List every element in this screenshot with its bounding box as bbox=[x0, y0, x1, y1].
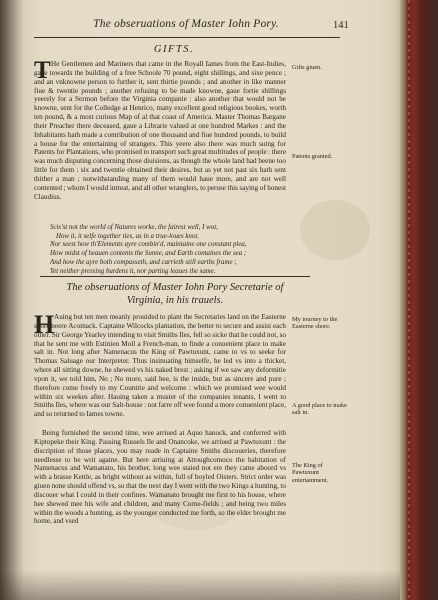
journey-heading-line-1: The obseruations of Master Iohn Pory Secretarie of bbox=[66, 282, 284, 293]
verse-line: Yet neither pressing burdens it, nor parting leaues the same. bbox=[50, 267, 216, 275]
page-number: 141 bbox=[333, 20, 349, 31]
margin-note-king: The King of Pawtuxunt entertainment. bbox=[292, 462, 329, 484]
drop-cap-t: T bbox=[34, 57, 51, 84]
page-bottom-shade bbox=[0, 570, 400, 600]
drop-cap-h: H bbox=[34, 310, 55, 339]
spine-shadow bbox=[0, 0, 24, 600]
margin-note-patents: Patents granted. bbox=[292, 153, 333, 160]
running-head: The obseruations of Master Iohn Pory. bbox=[93, 18, 279, 30]
book-fore-edge bbox=[400, 0, 438, 600]
margin-note-journey: My iourney to the Easterne shore. bbox=[292, 316, 338, 331]
verse-line: And how the ayre both compasseth, and carrieth still earths frame ; bbox=[50, 258, 237, 266]
paper-stain bbox=[300, 200, 370, 260]
section-heading-journey bbox=[40, 282, 310, 307]
verse-line: How it, it selfe together ties, as in a true-loues knot. bbox=[56, 232, 199, 240]
verse-line: How midst of heauen contents the Sunne, and Earth containes the sea ; bbox=[50, 250, 247, 258]
verse-quotation bbox=[50, 224, 300, 276]
journey-paragraph-1: Auing but ten men meanly prouided to plant the Secretaries land on the Easterne shore neere Acomack. Captaine Wilcocks plantation, the better to secure and assist each other. Sir George Yearley intending to visit Smiths Iles, fell so sicke that he could not, so that he sent me with Estinien Moll a French-man, to finde a conuenient place to make salt in. Not long after Namenacus the King of Pawtuxunt, came to vs to seeke for Thomas Saluage our Interpreter. Thus insinuating himselfe, he led vs into a thicket, where all sitting downe, he shewed vs his naked brest ; asking if we saw any deformitie vpon it, we told him, No ; No more, said hee, is the inside, but as sincere and pure ; therefore come freely to my Countrie and welcome : which we promised wee would within six weekes after. Hauing taken a muster of the companies tenants, I went to Smiths Iles, where was our Salt-house : not farre off wee found a more conuenient place, and so returned to Iames towne. bbox=[34, 313, 286, 419]
journey-heading-line-2: Virginia, in his trauels. bbox=[126, 294, 224, 306]
margin-note-salt: A good place to make salt in. bbox=[292, 402, 347, 417]
journey-paragraph-2: Being furnished the second time, wee arriued at Aquo hanock, and conferred with Kiptopeke their King. Passing Russels Ile and Onancoke, we arriued at Pawtuxunt : the discription of those places, you may reade in Captaine Smiths discoueries, therefore needlesse to be writ againe. But here arriuing at Attoughcomoco the habitation of Namenacus and Wamanato, his brother, long wee staied not ere they came aboord vs with a brasse Kettle, as bright without as within, full of boyled Oisters. Strict order was giuen none should offend vs, so that the next day I went with the two Kings a hunting, to discouer what I could in their confines. Wamanato brought me first to his house, where hee shewed mee his wife and children, and many Corne-fields ; and being two miles within the woods a hunting, as the younger conducted me forth, so the elder brought me home, and vsed bbox=[34, 429, 286, 526]
verse-line: Scis'st not the world of Natures worke, the fairest well, I wot, bbox=[50, 224, 218, 231]
margin-note-gifts: Gifts giuen. bbox=[292, 64, 322, 71]
header-rule bbox=[34, 37, 340, 38]
verse-line: Nor seest how th'Elements ayre combin'd, maintaine one constant plea, bbox=[50, 241, 247, 249]
section-rule bbox=[40, 276, 310, 277]
gifts-paragraph: He Gentlemen and Mariners that came in the Royall Iames from the East-Indies, gaue towards the building of a free Schoole 70 pound, eight shillings, and sixe pence ; and an vnknowne person to further it, sent thirtie pounds ; and another in like manner fiue & twentie pounds ; another refusing to be made knowne, gaue fortie shillings yeerely for a Sermon before the Virginia companie : also another that would not be knowne, sent for the Colledge at Henrico, many excellent good religious bookes, worth ten pound, & a most curious Map of al that coast of America. Master Thomas Bargane their Preacher there deceased, gaue a Librarie valued at one hundred Markes : and the Inhabitants hath made a contribution of one thousand and fiue hundred pounds, to build a house for the entertaining of strangers. This yeere also there was much suing for Patents for Plantations, who promised to transport such great multitudes of people : there was much disputing concerning those diuisions, as though the whole land had beene too little for them : six and twentie obtained their desires, but as yet not past six hath sent thither a man ; notwithstanding many of them would haue more, and are not well contented ; whom I would intreat, and all other wranglers, to peruse this saying of honest Claudius. bbox=[34, 60, 286, 201]
section-heading-gifts: GIFTS. bbox=[153, 44, 195, 55]
